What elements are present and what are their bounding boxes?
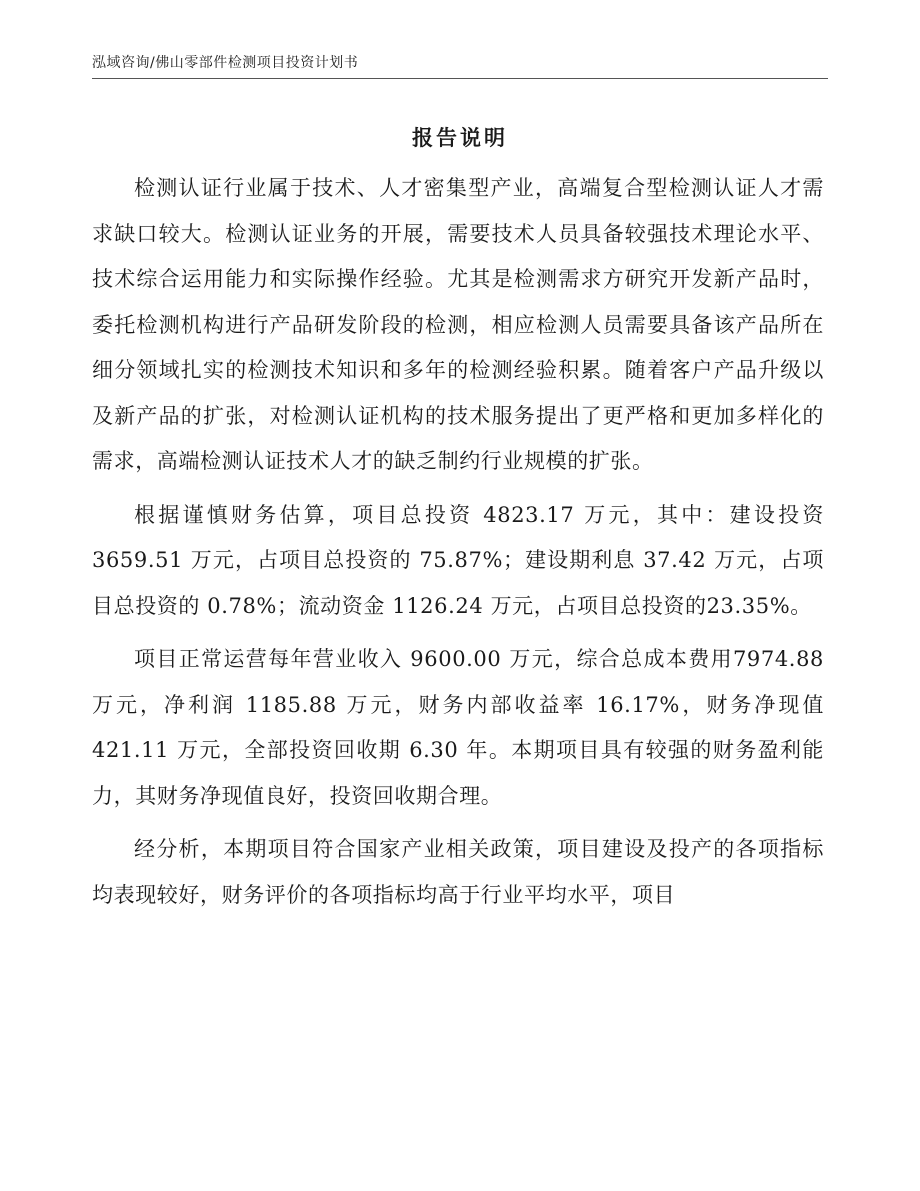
running-header: 泓域咨询/佛山零部件检测项目投资计划书 (92, 55, 359, 71)
header-divider (92, 78, 828, 79)
page-title: 报告说明 (412, 125, 508, 150)
document-body (92, 166, 824, 918)
paragraph-intro: 检测认证行业属于技术、人才密集型产业，高端复合型检测认证人才需求缺口较大。检测认证业务的开展，需要技术人员具备较强技术理论水平、技术综合运用能力和实际操作经验。尤其是检测需求方研究开发新产品时，委托检测机构进行产品研发阶段的检测，相应检测人员需要具备该产品所在细分领域扎实的检测技术知识和多年的检测经验积累。随着客户产品升级以及新产品的扩张，对检测认证机构的技术服务提出了更严格和更加多样化的需求，高端检测认证技术人才的缺乏制约行业规模的扩张。 (92, 176, 824, 473)
paragraph-revenue: 项目正常运营每年营业收入 9600.00 万元，综合总成本费用7974.88 万元，净利润 1185.88 万元，财务内部收益率 16.17%，财务净现值 421.11 万元，全部投资回收期 6.30 年。本期项目具有较强的财务盈利能力，其财务净现值良好，投资回收期合理。 (92, 647, 824, 808)
paragraph-analysis: 经分析，本期项目符合国家产业相关政策，项目建设及投产的各项指标均表现较好，财务评价的各项指标均高于行业平均水平，项目 (92, 837, 824, 907)
paragraph-investment: 根据谨慎财务估算，项目总投资 4823.17 万元，其中：建设投资3659.51 万元，占项目总投资的 75.87%；建设期利息 37.42 万元，占项目总投资的 0.78%；流动资金 1126.24 万元，占项目总投资的23.35%。 (92, 502, 824, 618)
